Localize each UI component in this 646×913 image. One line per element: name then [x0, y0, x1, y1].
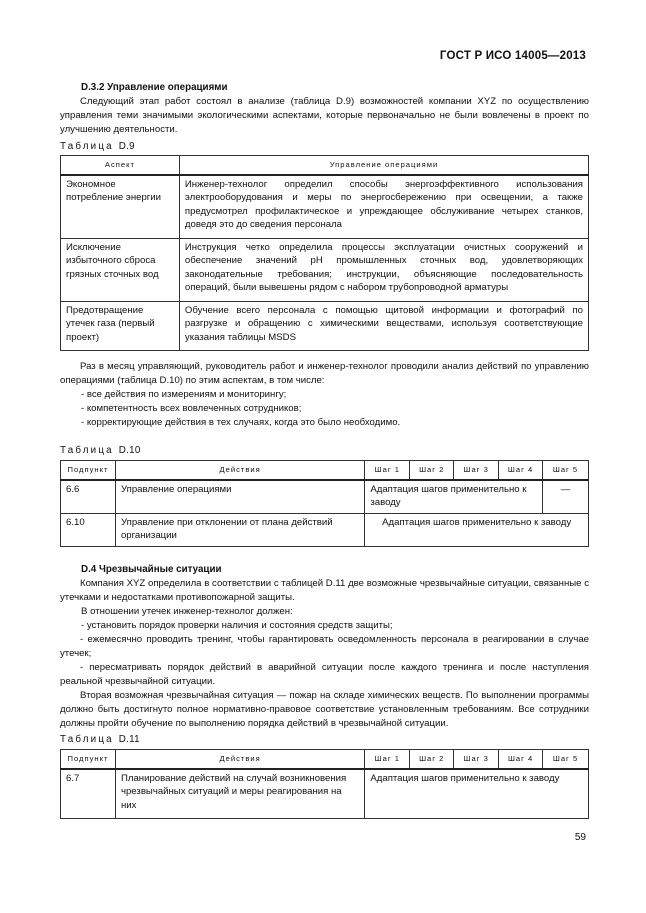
- control-cell: Инструкция четко определила процессы эксплуатации очистных сооружений и обеспечение значений pH промышленных сточных вод, удовлетворяющих законодательные требования; инструкции, объясняющие последовательность операций, были вывешены рядом с набором трубопроводной арматуры: [179, 238, 588, 301]
- table-row: [61, 513, 589, 546]
- table-header: Действия: [115, 461, 364, 480]
- table-header: Шаг 1: [365, 461, 410, 480]
- list-item: - корректирующие действия в тех случаях, когда это было необходимо.: [81, 417, 401, 428]
- list-item: - пересматривать порядок действий в аварийной ситуации после каждого тренинга и после наступления реальной чрезвычайной ситуации.: [60, 662, 589, 688]
- table-header: Шаг 1: [365, 750, 410, 769]
- table-header: Шаг 4: [499, 461, 543, 480]
- monthly-review-paragraph: Раз в месяц управляющий, руководитель работ и инженер-технолог проводили анализ действий по управлению операциями (таблица D.10) по этим аспектам, в том числе:: [60, 361, 589, 387]
- table-row: [61, 238, 589, 301]
- steps-cell: Адаптация шагов применительно к заводу: [365, 769, 589, 819]
- table-d11-caption: [60, 734, 140, 745]
- steps-cell: Адаптация шагов применительно к заводу: [365, 513, 589, 546]
- subclause-cell: 6.6: [61, 480, 116, 514]
- subclause-cell: 6.7: [61, 769, 116, 819]
- section-title-d32: D.3.2 Управление операциями: [81, 82, 228, 93]
- table-header: Шаг 2: [410, 461, 454, 480]
- table-header: Шаг 3: [454, 750, 499, 769]
- action-cell: Планирование действий на случай возникновения чрезвычайных ситуаций и меры реагирования на них: [115, 769, 364, 819]
- table-header: Подпункт: [61, 461, 116, 480]
- table-d10-caption: [60, 445, 141, 456]
- caption-number: D.11: [118, 734, 140, 745]
- section-title-d4: D.4 Чрезвычайные ситуации: [81, 564, 222, 575]
- list-item: - установить порядок проверки наличия и состояния средств защиты;: [81, 620, 393, 631]
- page-number: 59: [574, 832, 586, 843]
- table-row: [61, 175, 589, 239]
- caption-prefix: Таблица: [60, 141, 114, 152]
- table-header: Подпункт: [61, 750, 116, 769]
- table-row: [61, 769, 589, 819]
- table-d9-caption: [60, 141, 135, 152]
- table-d11: [60, 749, 589, 819]
- table-header: Шаг 4: [499, 750, 543, 769]
- section-d4-p2: В отношении утечек инженер-технолог должен:: [81, 606, 293, 617]
- caption-prefix: Таблица: [60, 445, 114, 456]
- aspect-cell: Исключение избыточного сброса грязных сточных вод: [61, 238, 180, 301]
- table-row: [61, 301, 589, 350]
- section-d32-intro: Следующий этап работ состоял в анализе (таблица D.9) возможностей компании XYZ по осуществлению управления теми значимыми экологическими аспектами, которые первоначально не были вовлечены в проект по улучшению деятельности.: [60, 96, 589, 136]
- table-header: Управление операциями: [179, 156, 588, 175]
- steps-cell: Адаптация шагов применительно к заводу: [365, 480, 543, 514]
- table-header: Аспект: [61, 156, 180, 175]
- document-id: ГОСТ Р ИСО 14005—2013: [439, 50, 586, 62]
- table-header: Шаг 3: [454, 461, 499, 480]
- caption-number: D.10: [118, 445, 141, 456]
- table-header: Шаг 5: [543, 461, 589, 480]
- table-header: Действия: [115, 750, 364, 769]
- action-cell: Управление операциями: [115, 480, 364, 514]
- aspect-cell: Экономное потребление энергии: [61, 175, 180, 239]
- caption-number: D.9: [118, 141, 135, 152]
- subclause-cell: 6.10: [61, 513, 116, 546]
- section-d4-p3: Вторая возможная чрезвычайная ситуация — пожар на складе химических веществ. По выполнении программы должно быть достигнуто полное нормативно-правовое соответствие установленным требованиям. Все сотрудники должны пройти обучение по выполнению порядка действий в чрезвычайной ситуации.: [60, 690, 589, 730]
- table-d10: [60, 460, 589, 547]
- table-row: [61, 480, 589, 514]
- control-cell: Обучение всего персонала с помощью щитовой информации и фотографий по разгрузке и обращению с химическими веществами, используя соответствующие указания таблицы MSDS: [179, 301, 588, 350]
- table-d9: [60, 155, 589, 351]
- aspect-cell: Предотвращение утечек газа (первый проект): [61, 301, 180, 350]
- list-item: - компетентность всех вовлеченных сотрудников;: [81, 403, 302, 414]
- table-header: Шаг 5: [543, 750, 589, 769]
- section-d4-p1: Компания XYZ определила в соответствии с таблицей D.11 две возможные чрезвычайные ситуации, связанные с утечками и недостатками противопожарной защиты.: [60, 578, 589, 604]
- control-cell: Инженер-технолог определил способы энергоэффективного использования электрооборудования и меры по энергосбережению при освещении, а также предусмотрел профилактическое и упреждающее обслуживание четырех станков, доведя это до сведения персонала: [179, 175, 588, 239]
- step5-cell: —: [543, 480, 589, 514]
- list-item: - все действия по измерениям и мониторингу;: [81, 389, 287, 400]
- caption-prefix: Таблица: [60, 734, 114, 745]
- list-item: - ежемесячно проводить тренинг, чтобы гарантировать осведомленность персонала в реагировании в случае утечек;: [60, 634, 589, 660]
- action-cell: Управление при отклонении от плана действий организации: [115, 513, 364, 546]
- table-header: Шаг 2: [410, 750, 454, 769]
